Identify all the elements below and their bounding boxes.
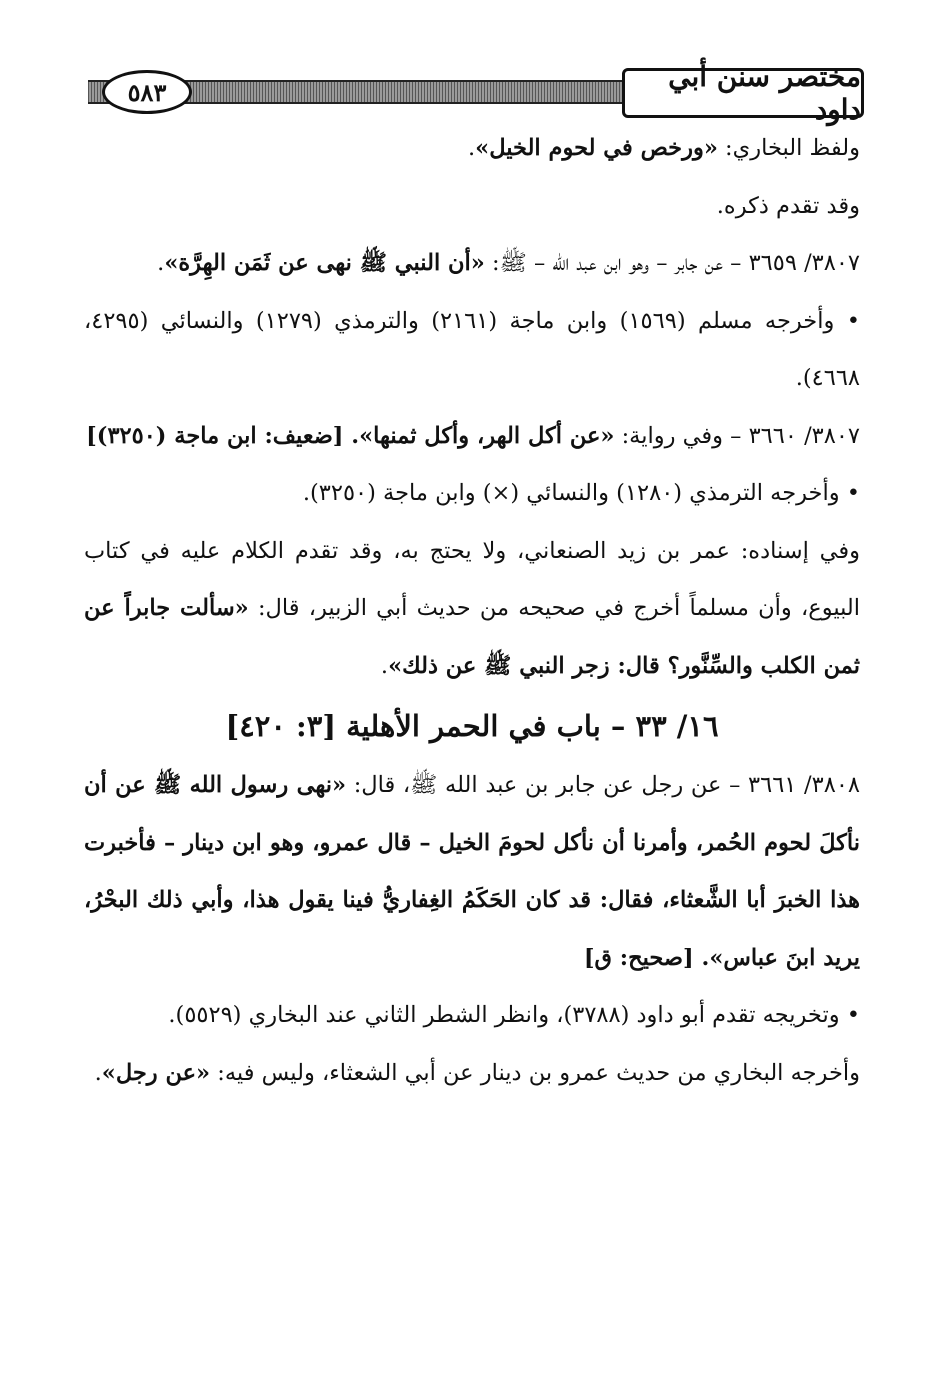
paragraph (84, 235, 860, 293)
book-title-text: مختصر سنن أبي داود (668, 60, 861, 126)
paragraph (84, 120, 860, 178)
page-header (88, 60, 864, 126)
chapter-heading: ١٦/ ٣٣ – باب في الحمر الأهلية [٣: ٤٢٠] (225, 709, 719, 743)
paragraph-text: وأخرجه البخاري من حديث عمرو بن دينار عن أبي الشعثاء، وليس فيه: (210, 1059, 860, 1086)
paragraph-text: وقد تقدم ذكره. (716, 192, 860, 219)
paragraph-text: وفي إسناده: عمر بن زيد الصنعاني، ولا يحتج به، وقد تقدم الكلام عليه في كتاب البيوع، وأن مسلماً أخرج في صحيحه من حديث أبي الزبير، قال: (84, 537, 861, 621)
paragraph-text: ٣٨٠٨/ ٣٦٦١ – عن رجل عن جابر بن عبد الله ﷺ، قال: (346, 772, 860, 798)
paragraph (84, 523, 860, 696)
paragraph-text: «ورخص في لحوم الخيل» (475, 135, 718, 161)
paragraph-text: . (468, 135, 476, 161)
paragraph-text: . (94, 1059, 102, 1086)
paragraph-text: ٣٨٠٧/ ٣٦٦٠ – وفي رواية: (614, 422, 860, 449)
paragraph-text: «عن رجل» (101, 1059, 211, 1086)
paragraph-text: • وتخريجه تقدم أبو داود (٣٧٨٨)، وانظر الشطر الثاني عند البخاري (٥٥٢٩). (168, 1002, 860, 1028)
paragraph-text: ولفظ البخاري: (717, 135, 860, 161)
paragraph (84, 178, 860, 236)
paragraph (84, 757, 860, 987)
paragraph-text: . (157, 250, 165, 276)
paragraph-text: «نهى رسول الله ﷺ عن أن نأكلَ لحوم الحُمر، وأمرنا أن نأكل لحومَ الخيل – قال عمرو، وهو ابن دينار – فأخبرت هذا الخبرَ أبا الشَّعثاء، فقال: قد كان الحَكَمُ الغِفاريُّ فينا يقول هذا، وأبي ذلك البحْرُ، يريد ابنَ عباس». [صحيح: ق] (84, 772, 860, 971)
page-number-text: ٥٨٣ (127, 77, 167, 107)
paragraph (84, 293, 860, 408)
paragraph-text: «سألت جابراً عن ثمن الكلب والسِّنَّور؟ قال: زجر النبي ﷺ عن ذلك» (84, 595, 860, 679)
book-title (622, 60, 864, 126)
paragraph-text: . (380, 652, 389, 679)
page-number (102, 70, 192, 114)
paragraph (84, 987, 860, 1045)
page-content (84, 120, 860, 1102)
paragraph-text: • وأخرجه مسلم (١٥٦٩) وابن ماجة (٢١٦١) والترمذي (١٢٧٩) والنسائي (٤٢٩٥، ٤٦٦٨). (84, 307, 860, 391)
paragraph (84, 408, 860, 466)
paragraph (84, 465, 860, 523)
paragraph-text: • وأخرجه الترمذي (١٢٨٠) والنسائي (×) وابن ماجة (٣٢٥٠). (302, 480, 860, 506)
paragraph (84, 1045, 860, 1103)
text-block-1 (84, 120, 860, 695)
paragraph-text: ٣٨٠٧/ ٣٦٥٩ – عن جابر – وهو ابن عبد الله – ﷺ: (484, 250, 860, 276)
paragraph-text: «عن أكل الهر، وأكل ثمنها». [ضعيف: ابن ماجة (٣٢٥٠)] (86, 422, 615, 449)
text-block-2 (84, 757, 860, 1102)
paragraph-text: «أن النبي ﷺ نهى عن ثَمَن الهِرَّة» (164, 250, 485, 276)
